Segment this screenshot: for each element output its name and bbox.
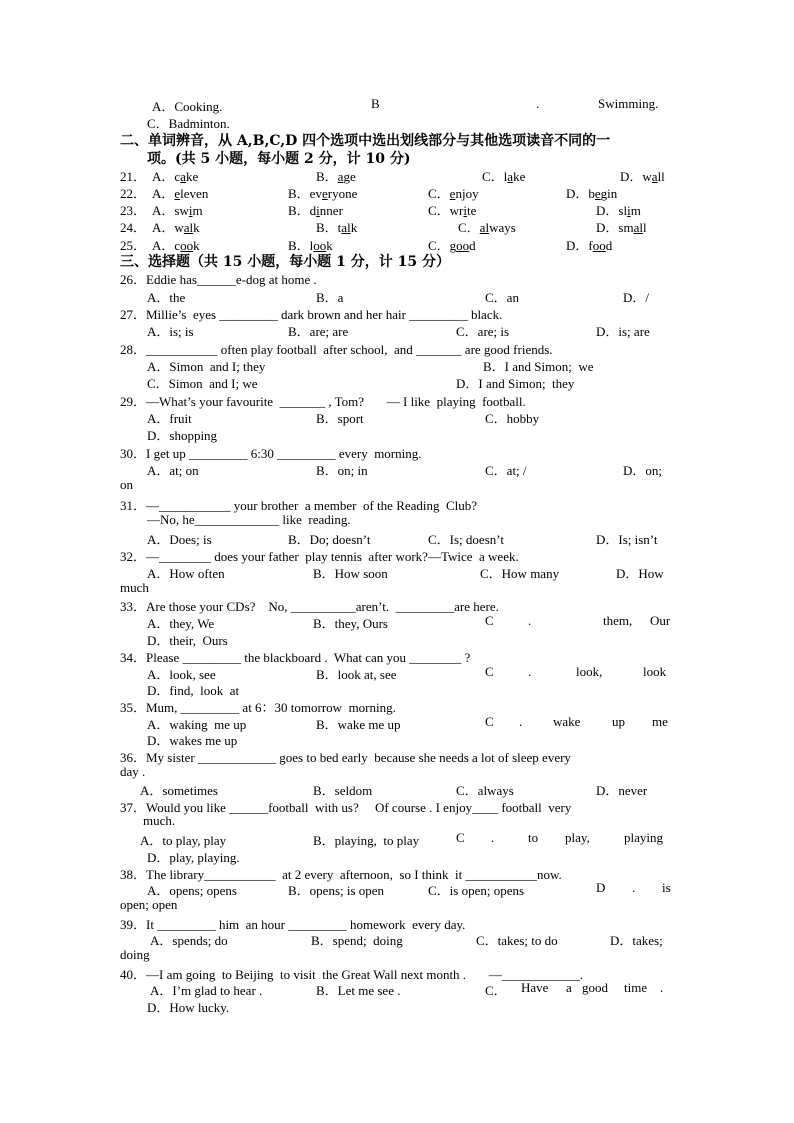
q36-stem-cont: day .	[120, 764, 146, 779]
q20-option-a: A．Cooking.	[152, 99, 223, 114]
q36-option-d: D．never	[596, 783, 648, 798]
q24-option-d: D．small	[596, 220, 647, 235]
q27-option-c: C．are; is	[456, 324, 510, 339]
q28-option-b: B．I and Simon; we	[483, 359, 594, 374]
q32-stem: 32．—________ does your father play tennis after work?—Twice a week.	[120, 549, 519, 564]
q35-option-d: D．wakes me up	[147, 733, 238, 748]
q37-option-c-word1: to	[528, 830, 539, 845]
q37-stem-cont: much.	[143, 813, 176, 828]
q26-option-c: C．an	[485, 290, 519, 305]
q34-option-c-word1: look,	[576, 664, 603, 679]
q37-option-a: A．to play, play	[140, 833, 227, 848]
q26-option-a: A．the	[147, 290, 186, 305]
q35-option-b: B．wake me up	[316, 717, 401, 732]
q29-option-c: C．hobby	[485, 411, 540, 426]
q39-option-b: B．spend; doing	[311, 933, 403, 948]
q30-option-c: C．at; /	[485, 463, 527, 478]
q33-option-c-word1: them,	[603, 613, 633, 628]
q24-option-a: A．walk	[152, 220, 200, 235]
q23-option-d: D．slim	[596, 203, 641, 218]
q35-option-c-dot: .	[519, 714, 523, 729]
q24-number: 24．	[120, 220, 147, 235]
q22-option-a: A．eleven	[152, 186, 209, 201]
q25-option-d: D．food	[566, 238, 613, 253]
q37-option-c-dot: .	[491, 830, 495, 845]
q36-option-a: A．sometimes	[140, 783, 218, 798]
q20-dot: .	[536, 96, 540, 111]
q40-option-c-word2: a	[566, 980, 572, 995]
q39-option-c: C．takes; to do	[476, 933, 558, 948]
q28-option-d: D．I and Simon; they	[456, 376, 575, 391]
q37-option-c-letter: C	[456, 830, 465, 845]
q31-option-b: B．Do; doesn’t	[288, 532, 371, 547]
q31-option-a: A．Does; is	[147, 532, 212, 547]
q21-option-c: C．lake	[482, 169, 526, 184]
q34-option-c-dot: .	[528, 664, 532, 679]
q26-option-d: D．/	[623, 290, 650, 305]
q21-number: 21．	[120, 169, 147, 184]
q34-option-c-letter: C	[485, 664, 494, 679]
q38-option-d-letter: D	[596, 880, 606, 895]
q32-option-d-cont: much	[120, 580, 149, 595]
q33-option-a: A．they, We	[147, 616, 215, 631]
q25-option-a: A．cook	[152, 238, 200, 253]
q31-stem-reply: —No, he_____________ like reading.	[147, 512, 351, 527]
q37-option-b: B．playing, to play	[313, 833, 420, 848]
q30-option-d: D．on;	[623, 463, 663, 478]
q24-option-b: B．talk	[316, 220, 358, 235]
q33-option-c-word2: Our	[650, 613, 671, 628]
q26-option-b: B．a	[316, 290, 344, 305]
q38-option-a: A．opens; opens	[147, 883, 237, 898]
q35-option-c-word3: me	[652, 714, 668, 729]
q32-option-d: D．How	[616, 566, 664, 581]
q33-stem: 33．Are those your CDs? No, __________aren’t. _________are here.	[120, 599, 499, 614]
q40-option-c-word4: time	[624, 980, 648, 995]
q30-stem: 30．I get up _________ 6:30 _________ every morning.	[120, 446, 422, 461]
q34-stem: 34．Please _________ the blackboard . What can you ________ ?	[120, 650, 471, 665]
q38-option-d-word: is	[662, 880, 671, 895]
q23-option-b: B．dinner	[288, 203, 343, 218]
q33-option-c-letter: C	[485, 613, 494, 628]
q35-option-c-word2: up	[612, 714, 625, 729]
q34-option-a: A．look, see	[147, 667, 216, 682]
q31-option-c: C．Is; doesn’t	[428, 532, 504, 547]
q35-stem: 35．Mum, _________ at 6：30 tomorrow morning.	[120, 700, 396, 715]
q21-option-d: D．wall	[620, 169, 665, 184]
q29-option-b: B．sport	[316, 411, 364, 426]
q22-number: 22．	[120, 186, 147, 201]
section-2-title: 二、单词辨音，从 A,B,C,D 四个选项中选出划线部分与其他选项读音不同的一	[120, 133, 611, 149]
q33-option-d: D．their, Ours	[147, 633, 228, 648]
q24-option-c: C．always	[458, 220, 516, 235]
q38-option-d-dot: .	[632, 880, 636, 895]
q28-option-c: C．Simon and I; we	[147, 376, 258, 391]
q29-stem: 29．—What’s your favourite _______ , Tom? — I like playing football.	[120, 394, 526, 409]
q22-option-b: B．everyone	[288, 186, 358, 201]
q35-option-c-letter: C	[485, 714, 494, 729]
q27-option-a: A．is; is	[147, 324, 194, 339]
q23-number: 23．	[120, 203, 147, 218]
q40-option-b: B．Let me see .	[316, 983, 401, 998]
q27-option-b: B．are; are	[288, 324, 349, 339]
q25-option-c: C．good	[428, 238, 476, 253]
q32-option-c: C．How many	[480, 566, 560, 581]
q32-option-b: B．How soon	[313, 566, 388, 581]
q31-stem: 31．—___________ your brother a member of the Reading Club?	[120, 498, 478, 513]
q36-option-b: B．seldom	[313, 783, 373, 798]
q34-option-c-word2: look	[643, 664, 667, 679]
q37-stem: 37．Would you like ______football with us? Of course . I enjoy____ football very	[120, 800, 572, 815]
q30-option-b: B．on; in	[316, 463, 368, 478]
q31-option-d: D．Is; isn’t	[596, 532, 658, 547]
q34-option-b: B．look at, see	[316, 667, 397, 682]
q33-option-b: B．they, Ours	[313, 616, 388, 631]
q40-option-a: A．I’m glad to hear .	[150, 983, 263, 998]
q22-option-c: C．enjoy	[428, 186, 479, 201]
q37-option-c-word3: playing	[624, 830, 663, 845]
q39-option-d-cont: doing	[120, 947, 150, 962]
q20-option-b: B	[371, 96, 380, 111]
q27-option-d: D．is; are	[596, 324, 650, 339]
q39-stem: 39．It _________ him an hour _________ homework every day.	[120, 917, 466, 932]
q40-stem: 40．—I am going to Beijing to visit the Great Wall next month . —____________.	[120, 967, 584, 982]
q34-option-d: D．find, look at	[147, 683, 240, 698]
q38-option-c: C．is open; opens	[428, 883, 525, 898]
q40-option-c-word3: good	[582, 980, 608, 995]
q33-option-c-dot: .	[528, 613, 532, 628]
q21-option-a: A．cake	[152, 169, 199, 184]
q29-option-a: A．fruit	[147, 411, 192, 426]
q21-option-b: B．age	[316, 169, 356, 184]
q20-option-c: C．Badminton.	[147, 116, 230, 131]
q26-stem: 26．Eddie has______e-dog at home .	[120, 272, 317, 287]
q38-option-d-cont: open; open	[120, 897, 178, 912]
q25-number: 25．	[120, 238, 147, 253]
q30-option-d-cont: on	[120, 477, 133, 492]
q38-option-b: B．opens; is open	[288, 883, 385, 898]
q27-stem: 27．Millie’s eyes _________ dark brown and her hair _________ black.	[120, 307, 503, 322]
q39-option-a: A．spends; do	[150, 933, 228, 948]
q32-option-a: A．How often	[147, 566, 225, 581]
q22-option-d: D．begin	[566, 186, 618, 201]
q28-stem: 28．___________ often play football after school, and _______ are good friends.	[120, 342, 553, 357]
q40-option-c-word1: Have	[521, 980, 549, 995]
q36-option-c: C．always	[456, 783, 514, 798]
q36-stem: 36．My sister ____________ goes to bed early because she needs a lot of sleep every	[120, 750, 571, 765]
q38-stem: 38．The library___________ at 2 every afternoon, so I think it ___________now.	[120, 867, 562, 882]
q23-option-a: A．swim	[152, 203, 203, 218]
q35-option-a: A．waking me up	[147, 717, 247, 732]
q23-option-c: C．write	[428, 203, 477, 218]
q35-option-c-word1: wake	[553, 714, 581, 729]
q37-option-d: D．play, playing.	[147, 850, 240, 865]
q37-option-c-word2: play,	[565, 830, 590, 845]
q29-option-d: D．shopping	[147, 428, 218, 443]
q20-swimming: Swimming.	[598, 96, 659, 111]
q40-option-c-letter: C．	[485, 983, 507, 998]
q40-option-d: D．How lucky.	[147, 1000, 230, 1015]
q39-option-d: D．takes;	[610, 933, 663, 948]
q30-option-a: A．at; on	[147, 463, 199, 478]
q25-option-b: B．look	[288, 238, 333, 253]
section-3-title: 三、选择题（共 15 小题，每小题 1 分，计 15 分）	[120, 254, 450, 270]
q40-option-c-dot: .	[660, 980, 664, 995]
section-2-title-cont: 项。(共 5 小题，每小题 2 分，计 10 分)	[147, 151, 411, 167]
q28-option-a: A．Simon and I; they	[147, 359, 266, 374]
